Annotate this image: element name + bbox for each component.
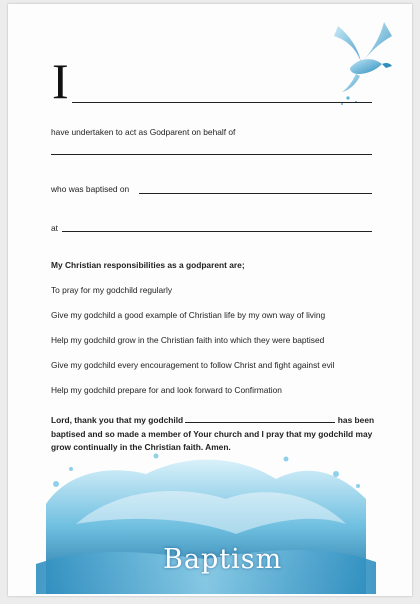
responsibility-item: Help my godchild prepare for and look forward to Confirmation <box>51 385 282 395</box>
responsibility-item: Help my godchild grow in the Christian faith into which they were baptised <box>51 335 325 345</box>
baptism-title: Baptism <box>163 544 283 575</box>
name-initial-letter: I <box>52 53 69 109</box>
prayer-start: Lord, thank you that my godchild <box>51 415 184 425</box>
baptism-place-field[interactable] <box>62 231 372 232</box>
at-label: at <box>51 223 58 233</box>
prayer-end: has been baptised and so made a member of Your church and I pray that my godchild may grow continually in the Christian faith. Amen. <box>51 415 375 452</box>
godparent-certificate <box>8 4 412 596</box>
godparent-name-field[interactable] <box>72 102 372 103</box>
dove-icon <box>328 18 398 108</box>
baptised-on-label: who was baptised on <box>51 184 130 194</box>
prayer-godchild-name-field[interactable] <box>185 414 335 423</box>
undertaken-text: have undertaken to act as Godparent on behalf of <box>51 127 236 137</box>
godchild-name-field[interactable] <box>51 154 372 155</box>
responsibility-item: Give my godchild a good example of Christian life by my own way of living <box>51 310 326 320</box>
responsibility-item: Give my godchild every encouragement to follow Christ and fight against evil <box>51 360 335 370</box>
baptism-date-field[interactable] <box>139 193 372 194</box>
responsibilities-heading: My Christian responsibilities as a godparent are; <box>51 260 245 270</box>
responsibility-item: To pray for my godchild regularly <box>51 285 173 295</box>
